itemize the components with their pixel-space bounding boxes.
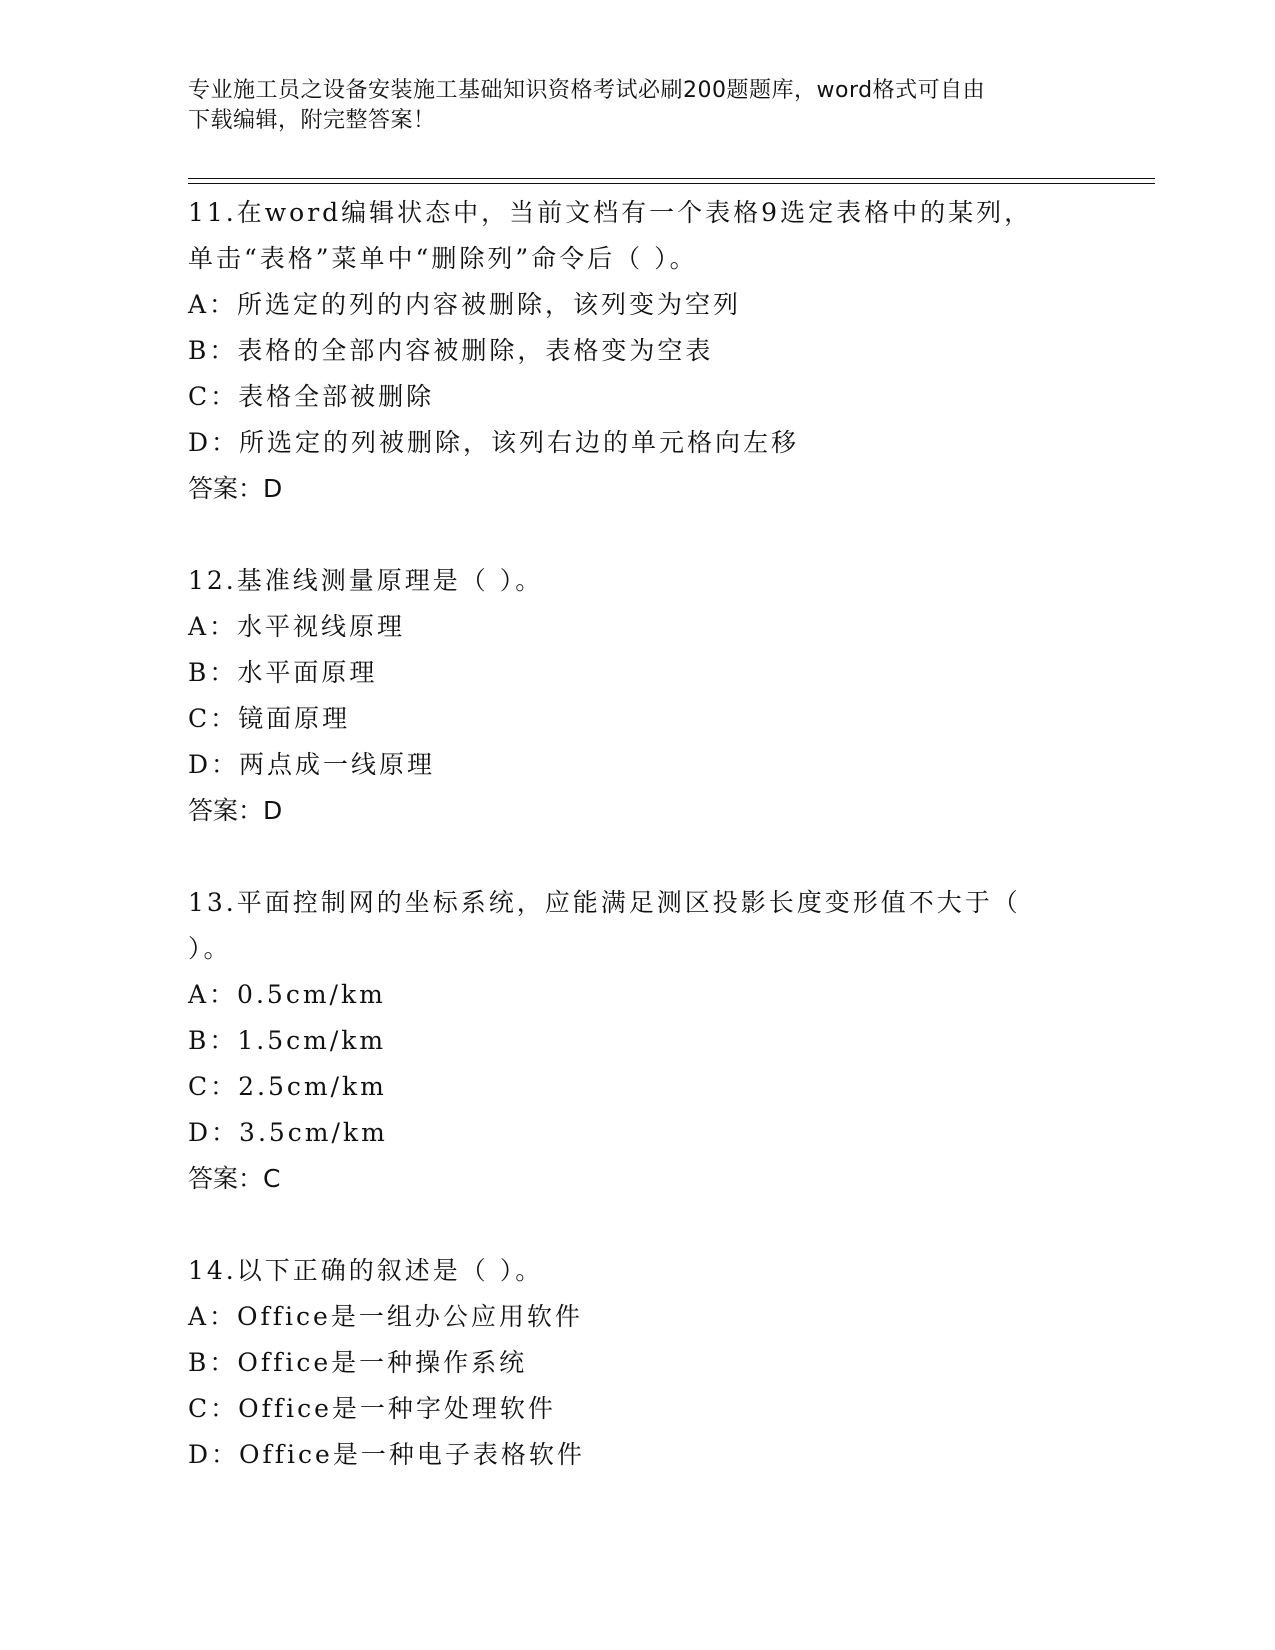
question-stem-line: 12.基准线测量原理是（ ）。 [188, 566, 544, 595]
question-stem-line: 14.以下正确的叙述是（ ）。 [188, 1256, 544, 1285]
question-list [188, 190, 1148, 1478]
option-d: D：所选定的列被删除，该列右边的单元格向左移 [188, 428, 800, 457]
option-b: B：1.5cm/km [188, 1026, 387, 1055]
option-b: B：表格的全部内容被删除，表格变为空表 [188, 336, 714, 365]
option-c: C：Office是一种字处理软件 [188, 1394, 556, 1423]
document-header [188, 76, 1088, 136]
option-c: C：镜面原理 [188, 704, 351, 733]
answer-line: 答案：D [188, 796, 283, 825]
question-block [188, 558, 1148, 834]
answer-line: 答案：D [188, 474, 283, 503]
header-line-1: 专业施工员之设备安装施工基础知识资格考试必刷200题题库，word格式可自由 [188, 78, 986, 103]
question-block [188, 190, 1148, 512]
question-stem-line: 13.平面控制网的坐标系统，应能满足测区投影长度变形值不大于（ [188, 888, 1021, 917]
question-stem-line: 11.在word编辑状态中，当前文档有一个表格9选定表格中的某列， [188, 198, 1033, 227]
question-stem-line: 单击“表格”菜单中“删除列”命令后（ ）。 [188, 244, 698, 273]
header-divider-bottom [188, 183, 1155, 184]
option-b: B：水平面原理 [188, 658, 378, 687]
option-d: D：Office是一种电子表格软件 [188, 1440, 585, 1469]
question-block [188, 880, 1148, 1202]
answer-line: 答案：C [188, 1164, 281, 1193]
option-c: C：2.5cm/km [188, 1072, 387, 1101]
option-d: D：两点成一线原理 [188, 750, 436, 779]
header-divider-top [188, 178, 1155, 179]
option-a: A：0.5cm/km [188, 980, 386, 1009]
question-stem-line: ）。 [188, 934, 232, 963]
option-c: C：表格全部被删除 [188, 382, 435, 411]
option-a: A：水平视线原理 [188, 612, 406, 641]
option-a: A：Office是一组办公应用软件 [188, 1302, 583, 1331]
option-d: D：3.5cm/km [188, 1118, 388, 1147]
header-line-2: 下载编辑，附完整答案！ [188, 108, 436, 133]
question-block [188, 1248, 1148, 1478]
option-b: B：Office是一种操作系统 [188, 1348, 528, 1377]
option-a: A：所选定的列的内容被删除，该列变为空列 [188, 290, 742, 319]
